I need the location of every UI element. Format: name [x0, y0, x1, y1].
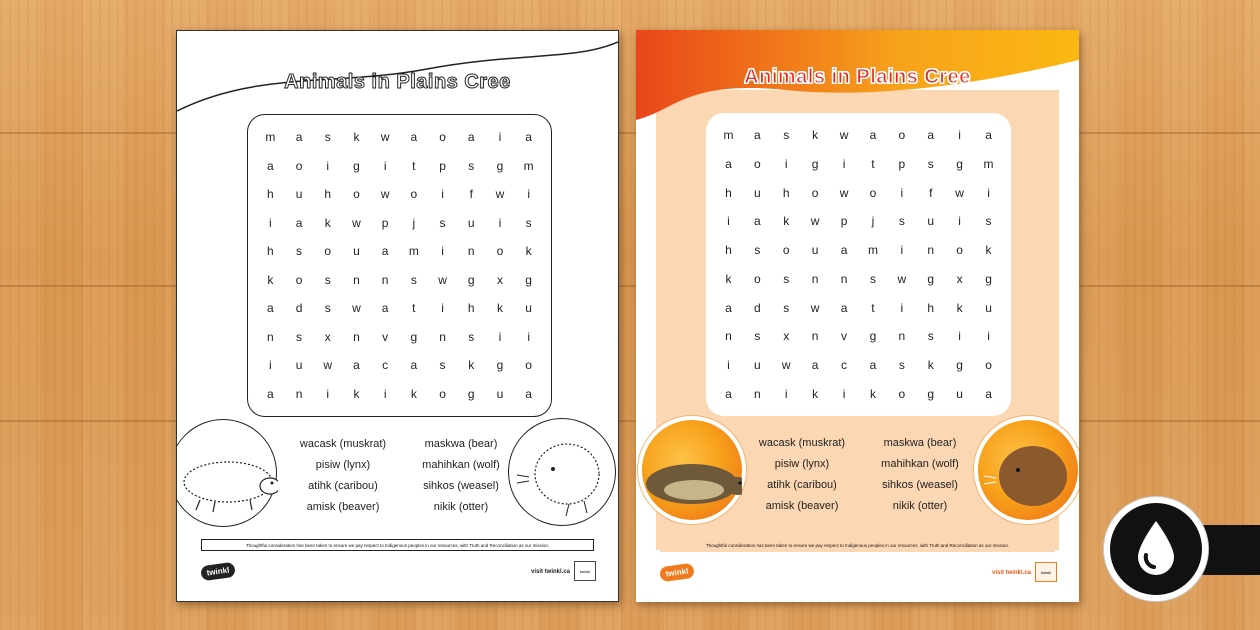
- grid-letter: k: [725, 271, 732, 286]
- grid-letter: w: [438, 272, 447, 287]
- grid-letter: n: [811, 271, 819, 286]
- grid-letter: s: [898, 357, 905, 372]
- grid-letter: i: [727, 214, 730, 229]
- grid-letter: s: [783, 128, 790, 143]
- grid-letter: a: [725, 300, 732, 315]
- grid-letter: i: [900, 300, 904, 315]
- grid-letter: a: [985, 128, 992, 143]
- grid-letter: s: [783, 300, 790, 315]
- grid-letter: g: [956, 157, 963, 172]
- grid-letter: c: [382, 358, 389, 373]
- ink-drop-icon: [1134, 519, 1178, 579]
- grid-letter: g: [525, 272, 532, 287]
- quality-badge: twinkl: [574, 561, 596, 581]
- grid-letter: w: [380, 187, 390, 202]
- word-list-item: sihkos (weasel): [423, 480, 499, 492]
- grid-letter: i: [383, 386, 387, 401]
- grid-letter: k: [410, 386, 417, 401]
- grid-letter: g: [956, 357, 963, 372]
- grid-letter: i: [958, 214, 961, 229]
- grid-letter: v: [382, 329, 389, 344]
- grid-letter: n: [811, 329, 819, 344]
- grid-letter: a: [985, 386, 992, 401]
- grid-letter: n: [353, 272, 360, 287]
- grid-letter: o: [496, 244, 504, 259]
- word-search-box: [247, 114, 552, 417]
- grid-letter: a: [295, 130, 303, 145]
- grid-letter: a: [353, 358, 360, 373]
- grid-letter: i: [383, 158, 387, 173]
- word-search-grid: [256, 123, 543, 408]
- grid-letter: n: [467, 244, 475, 259]
- respect-note: Thoughtful consideration has been taken to ensure we pay respect to Indigenous peoples in our resources, with Truth and Reconciliation as our mission.: [660, 540, 1055, 552]
- grid-letter: h: [267, 244, 274, 259]
- grid-letter: s: [324, 301, 331, 316]
- grid-letter: g: [869, 329, 877, 344]
- grid-letter: o: [811, 185, 819, 200]
- grid-letter: g: [410, 329, 418, 344]
- grid-letter: w: [323, 358, 333, 373]
- site-link: visit twinkl.ca: [530, 569, 570, 575]
- grid-letter: c: [841, 357, 848, 372]
- grid-letter: t: [412, 158, 416, 173]
- grid-letter: s: [927, 329, 934, 344]
- grid-letter: w: [352, 301, 361, 316]
- grid-letter: i: [958, 329, 961, 344]
- grid-letter: i: [784, 386, 788, 401]
- grid-letter: u: [525, 301, 532, 316]
- word-list-item: pisiw (lynx): [315, 459, 371, 471]
- grid-letter: x: [956, 271, 963, 286]
- grid-letter: s: [324, 130, 331, 145]
- grid-letter: s: [439, 358, 446, 373]
- grid-letter: s: [869, 271, 876, 286]
- grid-letter: w: [810, 214, 820, 229]
- grid-letter: a: [295, 215, 303, 230]
- word-list-item: atihk (caribou): [767, 479, 837, 491]
- grid-letter: g: [496, 358, 504, 373]
- grid-letter: g: [496, 158, 504, 173]
- grid-letter: o: [869, 185, 877, 200]
- grid-letter: u: [295, 187, 303, 202]
- grid-letter: s: [439, 215, 446, 230]
- grid-letter: m: [523, 158, 534, 173]
- grid-letter: i: [269, 358, 272, 373]
- word-list-item: sihkos (weasel): [882, 479, 958, 491]
- grid-letter: f: [469, 187, 473, 202]
- grid-letter: n: [754, 386, 761, 401]
- grid-letter: o: [353, 187, 360, 202]
- grid-letter: x: [324, 329, 331, 344]
- grid-letter: a: [840, 300, 848, 315]
- grid-letter: s: [783, 271, 790, 286]
- grid-letter: k: [468, 358, 475, 373]
- grid-letter: s: [410, 272, 417, 287]
- grid-letter: s: [525, 215, 532, 230]
- grid-letter: x: [496, 272, 503, 287]
- grid-letter: a: [525, 386, 532, 401]
- twinkl-logo: twinkl: [659, 563, 695, 583]
- grid-letter: i: [958, 128, 961, 143]
- grid-letter: m: [867, 243, 878, 258]
- grid-letter: a: [525, 130, 532, 145]
- grid-letter: o: [754, 271, 761, 286]
- word-list-item: atihk (caribou): [308, 480, 378, 492]
- word-list-item: wacask (muskrat): [299, 438, 387, 450]
- grid-letter: k: [496, 301, 503, 316]
- page-title: Animals in Plains Cree: [284, 71, 511, 93]
- grid-letter: p: [439, 158, 446, 173]
- grid-letter: a: [754, 128, 761, 143]
- grid-letter: o: [985, 357, 992, 372]
- word-list-item: maskwa (bear): [883, 437, 957, 449]
- grid-letter: k: [783, 214, 790, 229]
- word-list-item: nikik (otter): [433, 501, 489, 513]
- worksheet-color: [636, 30, 1079, 602]
- grid-letter: u: [956, 386, 963, 401]
- grid-letter: g: [467, 272, 475, 287]
- grid-letter: a: [725, 157, 732, 172]
- grid-letter: s: [927, 157, 934, 172]
- grid-letter: a: [267, 158, 274, 173]
- grid-letter: k: [927, 357, 934, 372]
- grid-letter: m: [723, 128, 734, 143]
- grid-letter: i: [441, 301, 444, 316]
- grid-letter: n: [725, 329, 732, 344]
- grid-letter: o: [956, 243, 963, 258]
- grid-letter: i: [842, 157, 846, 172]
- grid-letter: a: [869, 128, 877, 143]
- grid-letter: s: [296, 244, 303, 259]
- grid-letter: w: [955, 185, 964, 200]
- grid-letter: k: [956, 300, 963, 315]
- quality-badge: twinkl: [1035, 562, 1057, 582]
- grid-letter: i: [784, 157, 788, 172]
- grid-letter: f: [929, 185, 933, 200]
- grid-letter: t: [871, 300, 875, 315]
- grid-letter: k: [324, 215, 331, 230]
- muskrat-icon: [978, 420, 1079, 528]
- respect-note: Thoughtful consideration has been taken to ensure we pay respect to Indigenous peoples in our resources, with Truth and Reconciliation as our mission.: [201, 539, 594, 551]
- grid-letter: o: [439, 386, 446, 401]
- grid-letter: u: [927, 214, 935, 229]
- grid-letter: j: [871, 214, 875, 229]
- grid-letter: m: [408, 244, 419, 259]
- grid-letter: h: [467, 301, 475, 316]
- grid-letter: a: [754, 214, 761, 229]
- grid-letter: k: [525, 244, 532, 259]
- grid-letter: d: [754, 300, 761, 315]
- grid-letter: o: [782, 243, 790, 258]
- grid-letter: u: [754, 357, 761, 372]
- word-list-item: amisk (beaver): [765, 500, 839, 512]
- grid-letter: i: [441, 244, 444, 259]
- grid-letter: p: [898, 157, 906, 172]
- grid-letter: j: [412, 215, 416, 230]
- word-list-item: nikik (otter): [892, 500, 948, 512]
- grid-letter: s: [324, 272, 331, 287]
- grid-letter: a: [267, 386, 274, 401]
- animal-circle-right: [974, 416, 1079, 524]
- beaver-icon: [176, 420, 278, 528]
- beaver-icon: [636, 420, 742, 528]
- grid-letter: h: [725, 243, 732, 258]
- twinkl-logo: twinkl: [200, 562, 236, 582]
- grid-letter: i: [269, 215, 272, 230]
- grid-letter: t: [412, 301, 416, 316]
- grid-letter: k: [812, 386, 819, 401]
- ink-toggle-button[interactable]: [1110, 503, 1202, 595]
- page-title: Animals in Plains Cree: [744, 66, 971, 88]
- grid-letter: i: [842, 386, 846, 401]
- grid-letter: s: [898, 214, 905, 229]
- animal-circle-left: [638, 416, 746, 524]
- grid-letter: a: [725, 386, 732, 401]
- grid-letter: o: [295, 272, 303, 287]
- grid-letter: o: [898, 128, 906, 143]
- grid-letter: t: [871, 157, 875, 172]
- grid-letter: g: [927, 386, 935, 401]
- grid-letter: k: [267, 272, 274, 287]
- grid-letter: p: [840, 214, 848, 229]
- ink-toggle-tab[interactable]: [1195, 525, 1260, 575]
- grid-letter: h: [927, 300, 935, 315]
- grid-letter: i: [987, 329, 990, 344]
- grid-letter: a: [267, 301, 274, 316]
- grid-letter: o: [324, 244, 332, 259]
- grid-letter: a: [381, 244, 389, 259]
- grid-letter: o: [295, 158, 303, 173]
- grid-letter: s: [468, 329, 475, 344]
- grid-letter: a: [410, 358, 418, 373]
- grid-letter: i: [900, 243, 904, 258]
- grid-letter: n: [439, 329, 446, 344]
- word-list-item: wacask (muskrat): [758, 437, 846, 449]
- grid-letter: o: [898, 386, 906, 401]
- grid-letter: a: [840, 243, 848, 258]
- grid-letter: n: [381, 272, 389, 287]
- grid-letter: w: [897, 271, 907, 286]
- grid-letter: i: [527, 329, 530, 344]
- grid-letter: x: [783, 329, 790, 344]
- grid-letter: w: [839, 128, 849, 143]
- word-list-item: mahihkan (wolf): [422, 459, 500, 471]
- grid-letter: k: [353, 130, 360, 145]
- grid-letter: i: [900, 185, 904, 200]
- site-link: visit twinkl.ca: [991, 570, 1031, 576]
- grid-letter: i: [326, 386, 330, 401]
- word-list-item: mahihkan (wolf): [881, 458, 959, 470]
- word-list-item: pisiw (lynx): [774, 458, 830, 470]
- grid-letter: w: [839, 185, 849, 200]
- word-list-item: amisk (beaver): [306, 501, 380, 513]
- worksheet-bw: [176, 30, 619, 602]
- word-list: [287, 434, 517, 554]
- grid-letter: i: [441, 187, 444, 202]
- grid-letter: m: [983, 157, 994, 172]
- grid-letter: i: [727, 357, 730, 372]
- word-search-box: [706, 113, 1011, 416]
- animal-circle-left: [176, 419, 277, 527]
- grid-letter: u: [295, 358, 303, 373]
- grid-letter: a: [869, 357, 877, 372]
- grid-letter: a: [381, 301, 389, 316]
- grid-letter: o: [410, 187, 418, 202]
- grid-letter: s: [754, 243, 761, 258]
- grid-letter: a: [811, 357, 819, 372]
- grid-letter: g: [467, 386, 475, 401]
- grid-letter: k: [869, 386, 876, 401]
- grid-letter: u: [467, 215, 475, 230]
- grid-letter: n: [353, 329, 360, 344]
- grid-letter: w: [781, 357, 791, 372]
- grid-letter: i: [987, 185, 990, 200]
- word-list: [746, 433, 976, 553]
- grid-letter: o: [525, 358, 532, 373]
- grid-letter: a: [927, 128, 935, 143]
- grid-letter: u: [985, 300, 992, 315]
- grid-letter: o: [754, 157, 761, 172]
- grid-letter: n: [927, 243, 935, 258]
- grid-letter: h: [324, 187, 332, 202]
- grid-letter: g: [927, 271, 935, 286]
- grid-letter: h: [267, 187, 274, 202]
- grid-letter: w: [380, 130, 390, 145]
- grid-letter: k: [353, 386, 360, 401]
- grid-letter: m: [265, 130, 276, 145]
- grid-letter: u: [811, 243, 819, 258]
- grid-letter: a: [410, 130, 418, 145]
- grid-letter: u: [754, 185, 761, 200]
- grid-letter: i: [498, 215, 502, 230]
- grid-letter: u: [496, 386, 504, 401]
- grid-letter: k: [985, 243, 992, 258]
- grid-letter: i: [498, 130, 502, 145]
- grid-letter: g: [811, 157, 819, 172]
- word-search-grid: [714, 121, 1003, 408]
- word-list-item: maskwa (bear): [424, 438, 498, 450]
- grid-letter: v: [841, 329, 848, 344]
- grid-letter: a: [467, 130, 475, 145]
- grid-letter: i: [498, 329, 502, 344]
- animal-circle-right: [508, 418, 616, 526]
- grid-letter: n: [898, 329, 906, 344]
- grid-letter: g: [353, 158, 360, 173]
- grid-letter: d: [295, 301, 303, 316]
- grid-letter: k: [812, 128, 819, 143]
- grid-letter: s: [296, 329, 303, 344]
- grid-letter: w: [495, 187, 505, 202]
- grid-letter: u: [353, 244, 360, 259]
- grid-letter: p: [381, 215, 389, 230]
- grid-letter: s: [985, 214, 992, 229]
- muskrat-icon: [509, 419, 617, 527]
- grid-letter: n: [267, 329, 274, 344]
- grid-letter: w: [810, 300, 820, 315]
- grid-letter: i: [527, 187, 530, 202]
- grid-letter: o: [439, 130, 446, 145]
- grid-letter: g: [985, 271, 992, 286]
- grid-letter: i: [326, 158, 330, 173]
- grid-letter: h: [725, 185, 732, 200]
- grid-letter: s: [754, 329, 761, 344]
- grid-letter: n: [840, 271, 848, 286]
- grid-letter: n: [295, 386, 303, 401]
- grid-letter: s: [468, 158, 475, 173]
- grid-letter: h: [782, 185, 790, 200]
- grid-letter: w: [352, 215, 361, 230]
